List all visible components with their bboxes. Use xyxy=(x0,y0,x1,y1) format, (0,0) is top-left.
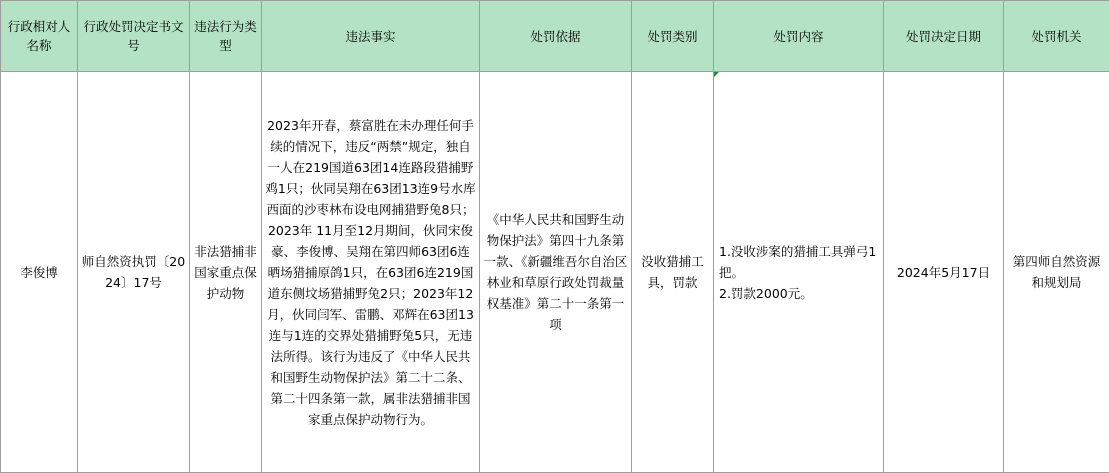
header-cell-doc-number: 行政处罚决定书文号 xyxy=(78,1,190,72)
header-cell-date: 处罚决定日期 xyxy=(884,1,1004,72)
cell-date: 2024年5月17日 xyxy=(884,72,1004,473)
content-line-1: 1.没收涉案的猎捕工具弹弓1把。 xyxy=(719,241,880,283)
cell-authority: 第四师自然资源和规划局 xyxy=(1004,72,1109,473)
header-cell-name: 行政相对人名称 xyxy=(1,1,78,72)
table-row xyxy=(1,72,1109,473)
cell-content xyxy=(714,72,884,473)
cell-category: 没收猎捕工具，罚款 xyxy=(632,72,714,473)
header-cell-violation-type: 违法行为类型 xyxy=(190,1,262,72)
header-cell-authority: 处罚机关 xyxy=(1004,1,1109,72)
cell-basis: 《中华人民共和国野生动物保护法》第四十九条第一款、《新疆维吾尔自治区林业和草原行政处罚裁量权基准》第二十一条第一项 xyxy=(480,72,632,473)
header-cell-basis: 处罚依据 xyxy=(480,1,632,72)
cell-name: 李俊博 xyxy=(1,72,78,473)
cell-doc-number: 师自然资执罚〔2024〕17号 xyxy=(78,72,190,473)
header-cell-category: 处罚类别 xyxy=(632,1,714,72)
cell-violation-type: 非法猎捕非国家重点保护动物 xyxy=(190,72,262,473)
comment-marker-icon xyxy=(714,72,719,77)
cell-facts: 2023年开春，蔡富胜在未办理任何手续的情况下，违反“两禁”规定，独自一人在219国道63团14连路段猎捕野鸡1只；伙同吴翔在63团13连9号水库西面的沙枣林布设电网捕猎野兔8只；2023年 11月至12月期间，伙同宋俊豪、李俊博、吴翔在第四师63团6连晒场猎捕原鸽1只，在63团6连219国道东侧坟场猎捕野兔2只；2023年12月，伙同闫军、雷鹏、邓辉在63团13连与1连的交界处猎捕野兔5只，无违法所得。该行为违反了《中华人民共和国野生动物保护法》第二十二条、第二十四条第一款，属非法猎捕非国家重点保护动物行为。 xyxy=(262,72,480,473)
content-line-2: 2.罚款2000元。 xyxy=(719,283,880,304)
header-cell-content: 处罚内容 xyxy=(714,1,884,72)
header-cell-facts: 违法事实 xyxy=(262,1,480,72)
header-row xyxy=(1,1,1109,72)
